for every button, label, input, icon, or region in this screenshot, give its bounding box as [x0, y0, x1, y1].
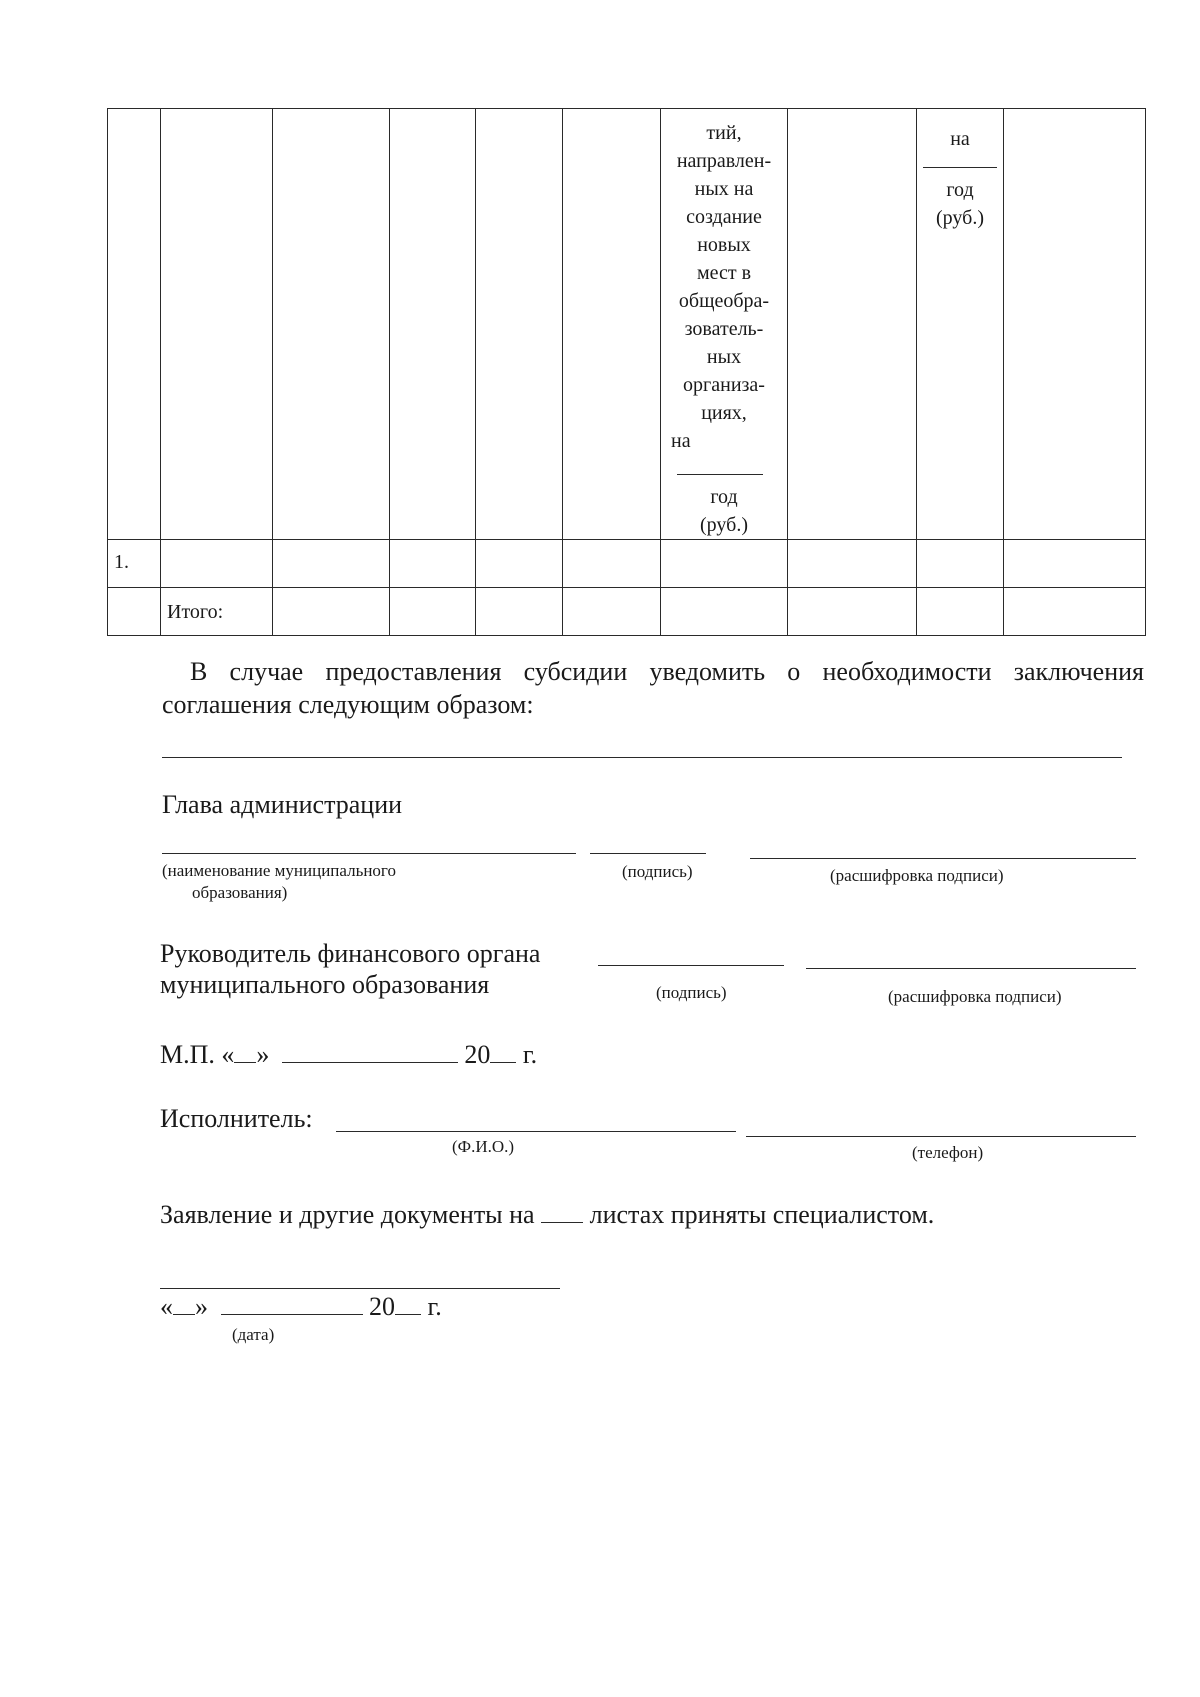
- year-blank: [923, 167, 997, 168]
- stamp-date-line: [160, 1038, 537, 1071]
- subsidy-table: [107, 108, 1146, 636]
- finance-head-title-2: муниципального образования: [160, 970, 490, 999]
- quote-open: «: [160, 1292, 173, 1321]
- table-cell: [917, 588, 1004, 636]
- table-header-row: [108, 109, 1146, 540]
- header-line: создание: [686, 206, 762, 228]
- header-line: направлен-: [676, 150, 772, 172]
- caption-municipality-name: (наименование муниципального: [162, 861, 396, 880]
- head-admin-signature-line[interactable]: [590, 853, 706, 854]
- header-year: год: [710, 486, 738, 508]
- month-blank[interactable]: [221, 1290, 363, 1315]
- day-blank[interactable]: [234, 1038, 256, 1063]
- notice-answer-line[interactable]: [162, 757, 1122, 758]
- sheets-count-blank[interactable]: [541, 1198, 583, 1223]
- quote-close: »: [256, 1040, 270, 1069]
- month-blank[interactable]: [282, 1038, 458, 1063]
- year-blank[interactable]: [395, 1290, 421, 1315]
- final-date-line: [160, 1290, 442, 1323]
- accepted-line: [160, 1198, 934, 1231]
- table-cell: [563, 540, 661, 588]
- table-cell: [661, 540, 788, 588]
- table-cell: [661, 588, 788, 636]
- header-na: на: [671, 430, 691, 452]
- row-number: 1.: [114, 551, 129, 573]
- caption-date: (дата): [232, 1325, 275, 1344]
- executor-phone-line[interactable]: [746, 1136, 1136, 1137]
- header-cell-year: [917, 109, 1004, 540]
- table-cell: [476, 588, 563, 636]
- table-cell: [1004, 540, 1146, 588]
- table-cell: [788, 540, 917, 588]
- header-cell: [476, 109, 563, 540]
- header-line: организа-: [683, 374, 765, 396]
- day-blank[interactable]: [173, 1290, 195, 1315]
- caption-fio: (Ф.И.О.): [452, 1137, 515, 1156]
- table-total-row: [108, 588, 1146, 636]
- year-blank[interactable]: [490, 1038, 516, 1063]
- table-cell: [390, 588, 476, 636]
- notice-line-1: В случае предоставления субсидии уведомить о необходимости заключения: [190, 657, 1144, 686]
- caption-municipality-name-2: образования): [192, 883, 288, 902]
- head-admin-decoding-line[interactable]: [750, 858, 1136, 859]
- head-admin-name-line[interactable]: [162, 853, 576, 854]
- year-suffix: г.: [427, 1292, 442, 1321]
- specialist-signature-line[interactable]: [160, 1288, 560, 1289]
- header-line: новых: [697, 234, 751, 256]
- header-line: циях,: [701, 402, 747, 424]
- header-na: на: [950, 128, 970, 150]
- table-cell: [108, 588, 161, 636]
- executor-label: Исполнитель:: [160, 1104, 313, 1133]
- table-cell: [1004, 588, 1146, 636]
- head-admin-title: Глава администрации: [162, 790, 403, 819]
- caption-decoding: (расшифровка подписи): [888, 987, 1062, 1006]
- header-cell: [563, 109, 661, 540]
- table-cell: [161, 540, 273, 588]
- table-row: [108, 540, 1146, 588]
- table-cell: [788, 588, 917, 636]
- notice-paragraph: [162, 655, 1144, 721]
- accepted-part-1: Заявление и другие документы на: [160, 1200, 535, 1229]
- table-cell: [390, 540, 476, 588]
- accepted-part-2: листах приняты специалистом.: [589, 1200, 935, 1229]
- finance-head-decoding-line[interactable]: [806, 968, 1136, 969]
- table-cell: [563, 588, 661, 636]
- year-blank: [677, 456, 763, 475]
- header-line: общеобра-: [678, 290, 770, 312]
- header-cell: [788, 109, 917, 540]
- header-year: год: [946, 179, 974, 201]
- stamp-label: М.П. «: [160, 1040, 235, 1069]
- header-cell: [1004, 109, 1146, 540]
- caption-phone: (телефон): [912, 1143, 984, 1162]
- finance-head-title-1: Руководитель финансового органа: [160, 939, 541, 968]
- header-line: тий,: [706, 122, 742, 144]
- header-unit: (руб.): [700, 514, 748, 536]
- table-cell: [476, 540, 563, 588]
- header-cell: [390, 109, 476, 540]
- total-label: Итого:: [167, 601, 224, 623]
- caption-decoding: (расшифровка подписи): [830, 866, 1004, 885]
- header-na-row: [667, 427, 781, 483]
- finance-head-signature-line[interactable]: [598, 965, 784, 966]
- table-cell: [917, 540, 1004, 588]
- year-prefix: 20: [369, 1292, 395, 1321]
- quote-close: »: [195, 1292, 208, 1321]
- header-cell: [161, 109, 273, 540]
- header-cell: [273, 109, 390, 540]
- caption-signature: (подпись): [656, 983, 727, 1002]
- table-cell: [273, 588, 390, 636]
- year-suffix: г.: [522, 1040, 538, 1069]
- executor-fio-line[interactable]: [336, 1131, 736, 1132]
- header-line: мест в: [696, 262, 752, 284]
- header-cell-funds: [661, 109, 788, 540]
- table-cell: [273, 540, 390, 588]
- header-line: зователь-: [684, 318, 764, 340]
- header-line: ных: [706, 346, 742, 368]
- header-unit: (руб.): [936, 207, 984, 229]
- caption-signature: (подпись): [622, 862, 693, 881]
- year-prefix: 20: [464, 1040, 491, 1069]
- notice-line-2: соглашения следующим образом:: [162, 690, 534, 719]
- header-line: ных на: [694, 178, 754, 200]
- header-cell: [108, 109, 161, 540]
